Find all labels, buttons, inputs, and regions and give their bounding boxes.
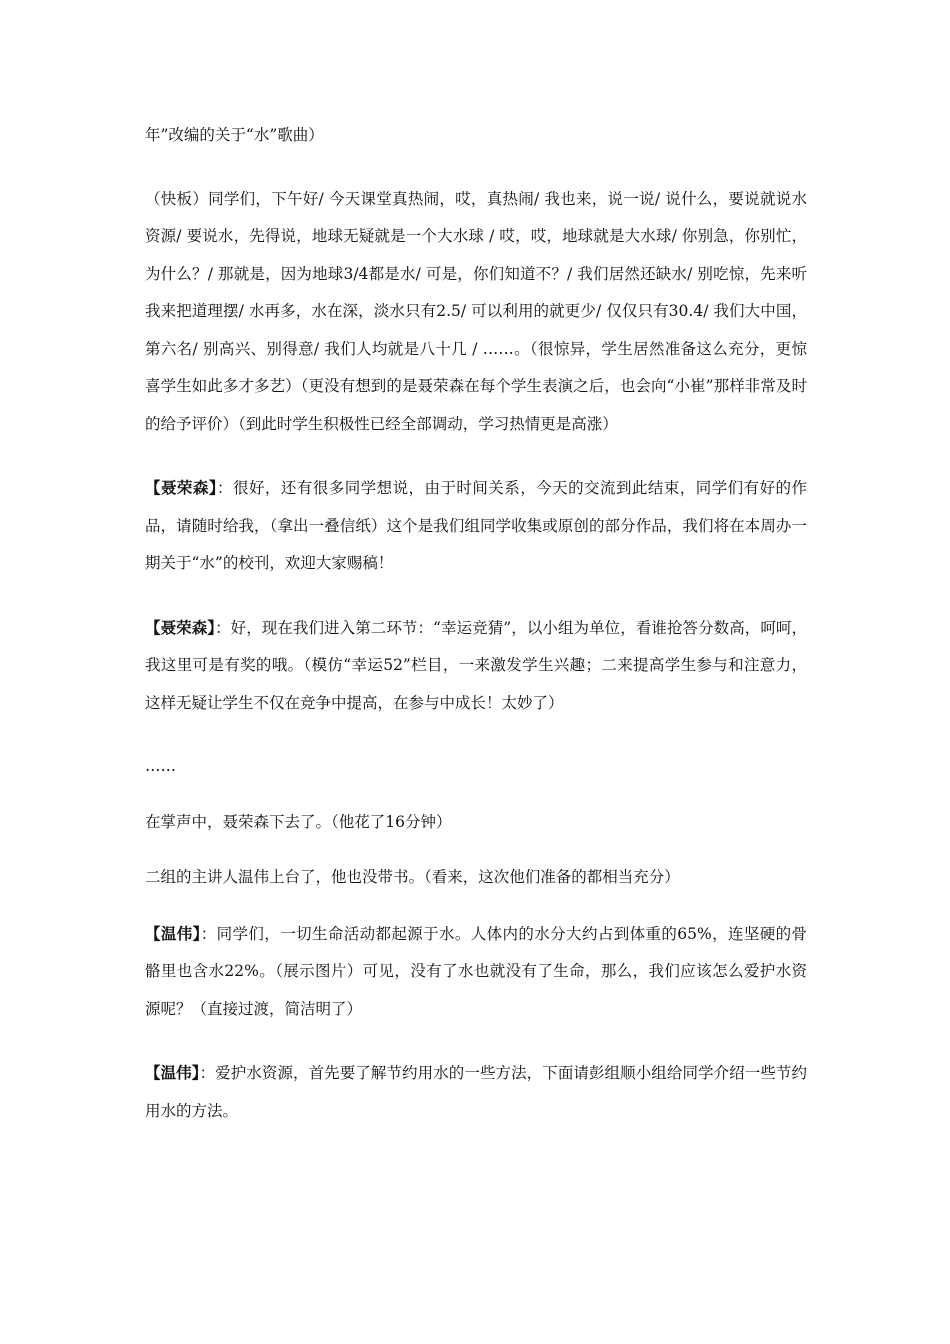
- paragraph-nie-1: [145, 469, 807, 583]
- paragraph-text: ：爱护水资源，首先要了解节约用水的一些方法，下面请彭组顺小组给同学介绍一些节约用水的方法。: [145, 1064, 807, 1120]
- paragraph-group-two: [145, 859, 807, 897]
- paragraph-text: （快板）同学们，下午好/ 今天课堂真热闹，哎，真热闹/ 我也来，说一说/ 说什么，要说就说水资源/ 要说水，先得说，地球无疑就是一个大水球 / 哎，哎，地球就是大水球/ 你别急，你别忙，为什么？/ 那就是，因为地球3/4都是水/ 可是，你们知道不？/ 我们居然还缺水/ 别吃惊，先来听我来把道理摆/ 水再多，水在深，淡水只有2.5/ 可以利用的就更少/ 仅仅只有30.4/ 我们大中国，第六名/ 别高兴、别得意/ 我们人均就是八十几 / ……。（很惊异，学生居然准备这么充分，更惊喜学生如此多才多艺）（更没有想到的是聂荣森在每个学生表演之后，也会向“小崔”那样非常及时的给予评价）（到此时学生积极性已经全部调动，学习热情更是高涨）: [145, 189, 807, 433]
- paragraph-wen-1: [145, 915, 807, 1029]
- paragraph-song-title: [145, 117, 807, 155]
- paragraph-nie-2: [145, 609, 807, 723]
- paragraph-text: 二组的主讲人温伟上台了，他也没带书。（看来，这次他们准备的都相当充分）: [145, 868, 680, 886]
- paragraph-text: ：很好，还有很多同学想说，由于时间关系，今天的交流到此结束，同学们有好的作品，请随时给我，（拿出一叠信纸）这个是我们组同学收集或原创的部分作品，我们将在本周办一期关于“水”的校刊，欢迎大家赐稿！: [145, 479, 807, 572]
- paragraph-text: 在掌声中，聂荣森下去了。（他花了16分钟）: [145, 812, 452, 831]
- paragraph-text: ：好，现在我们进入第二环节：“幸运竞猜”，以小组为单位，看谁抢答分数高，呵呵，我这里可是有奖的哦。（模仿“幸运52”栏目，一来激发学生兴趣；二来提高学生参与和注意力，这样无疑让学生不仅在竞争中提高，在参与中成长！太妙了）: [145, 618, 807, 712]
- paragraph-wen-2: [145, 1054, 807, 1130]
- paragraph-text: 年”改编的关于“水”歌曲）: [145, 126, 324, 144]
- paragraph-text: ……: [145, 757, 176, 775]
- paragraph-kuaiban: [145, 181, 807, 444]
- speaker-label: 【温伟】: [145, 923, 201, 943]
- document-page: [145, 117, 807, 1156]
- paragraph-text: ：同学们，一切生命活动都起源于水。人体内的水分大约占到体重的65%，连坚硬的骨骼里也含水22%。（展示图片）可见，没有了水也就没有了生命，那么，我们应该怎么爱护水资源呢？（直接过渡，简洁明了）: [145, 924, 807, 1018]
- speaker-label: 【温伟】: [145, 1063, 200, 1082]
- speaker-label: 【聂荣森】: [145, 478, 218, 497]
- paragraph-applause: [145, 804, 807, 842]
- paragraph-ellipsis: [145, 748, 807, 786]
- speaker-label: 【聂荣森】: [145, 617, 216, 637]
